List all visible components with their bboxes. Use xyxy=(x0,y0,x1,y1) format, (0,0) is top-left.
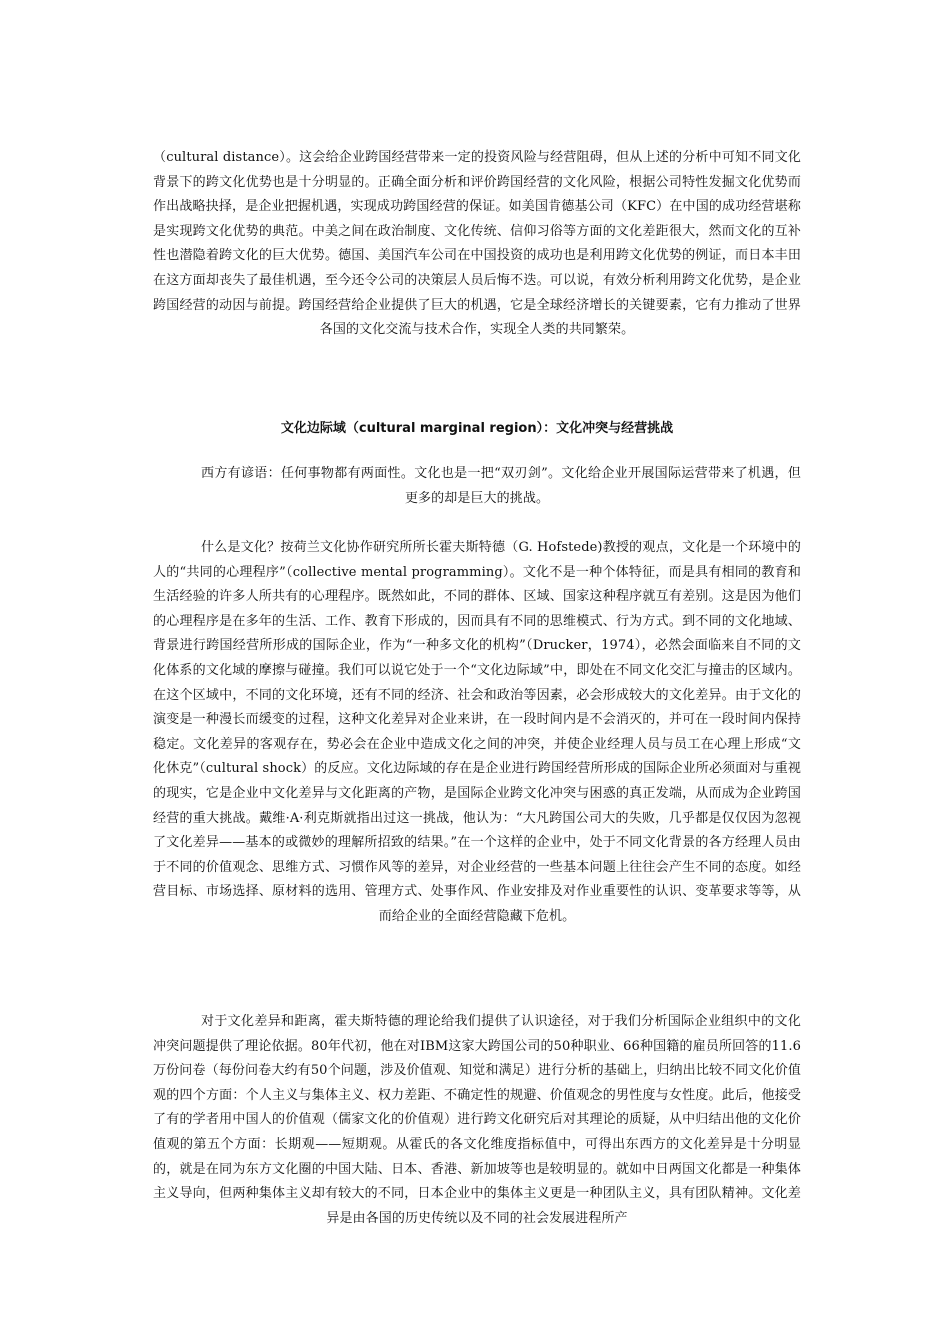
paragraph-what-is-culture: 什么是文化？按荷兰文化协作研究所所长霍夫斯特德（G. Hofstede)教授的观点，文化是一个环境中的人的“共同的心理程序”（collective mental programming）。文化不是一种个体特征，而是具有相同的教育和生活经验的许多人所共有的心理程序。既然如此，不同的群体、区域、国家这种程序就互有差别。这是因为他们的心理程序是在多年的生活、工作、教育下形成的，因而具有不同的思维模式、行为方式。到不同的文化地域、背景进行跨国经营所形成的国际企业，作为“一种多文化的机构”（Drucker，1974），必然会面临来自不同的文化体系的文化域的摩擦与碰撞。我们可以说它处于一个“文化边际域”中，即处在不同文化交汇与撞击的区域内。在这个区域中，不同的文化环境，还有不同的经济、社会和政治等因素，必会形成较大的文化差异。由于文化的演变是一种漫长而缓变的过程，这种文化差异对企业来讲，在一段时间内是不会消灭的，并可在一段时间内保持稳定。文化差异的客观存在，势必会在企业中造成文化之间的冲突，并使企业经理人员与员工在心理上形成“文化休克”（cultural shock）的反应。文化边际域的存在是企业进行跨国经营所形成的国际企业所必须面对与重视的现实，它是企业中文化差异与文化距离的产物，是国际企业跨文化冲突与困惑的真正发端，从而成为企业跨国经营的重大挑战。戴维·A·利克斯就指出过这一挑战，他认为：“大凡跨国公司大的失败，几乎都是仅仅因为忽视了文化差异——基本的或微妙的理解所招致的结果。”在一个这样的企业中，处于不同文化背景的各方经理人员由于不同的价值观念、思维方式、习惯作风等的差异，对企业经营的一些基本问题上往往会产生不同的态度。如经营目标、市场选择、原材料的选用、管理方式、处事作风、作业安排及对作业重要性的认识、变革要求等等，从而给企业的全面经营隐藏下危机。 xyxy=(153,540,801,924)
paragraph-proverb: 西方有谚语：任何事物都有两面性。文化也是一把“双刃剑”。文化给企业开展国际运营带来了机遇，但更多的却是巨大的挑战。 xyxy=(201,466,801,506)
section-heading: 文化边际域（cultural marginal region）：文化冲突与经营挑战 xyxy=(280,421,674,436)
paragraph-cultural-advantage: （cultural distance）。这会给企业跨国经营带来一定的投资风险与经营阻碍，但从上述的分析中可知不同文化背景下的跨文化优势也是十分明显的。正确全面分析和评价跨国经营的文化风险，根据公司特性发掘文化优势而作出战略抉择，是企业把握机遇，实现成功跨国经营的保证。如美国肯德基公司（KFC）在中国的成功经营堪称是实现跨文化优势的典范。中美之间在政治制度、文化传统、信仰习俗等方面的文化差距很大，然而文化的互补性也潜隐着跨文化的巨大优势。德国、美国汽车公司在中国投资的成功也是利用跨文化优势的例证，而日本丰田在这方面却丧失了最佳机遇，至今还令公司的决策层人员后悔不迭。可以说，有效分析利用跨文化优势，是企业跨国经营的动因与前提。跨国经营给企业提供了巨大的机遇，它是全球经济增长的关键要素，它有力推动了世界各国的文化交流与技术合作，实现全人类的共同繁荣。 xyxy=(153,150,801,338)
paragraph-hofstede-theory: 对于文化差异和距离，霍夫斯特德的理论给我们提供了认识途径，对于我们分析国际企业组织中的文化冲突问题提供了理论依据。80年代初，他在对IBM这家大跨国公司的50种职业、66种国籍的雇员所回答的11.6万份问卷（每份问卷大约有50个问题，涉及价值观、知觉和满足）进行分析的基础上，归纳出比较不同文化价值观的四个方面：个人主义与集体主义、权力差距、不确定性的规避、价值观念的男性度与女性度。此后，他接受了有的学者用中国人的价值观（儒家文化的价值观）进行跨文化研究后对其理论的质疑，从中归结出他的文化价值观的第五个方面：长期观——短期观。从霍氏的各文化维度指标值中，可得出东西方的文化差异是十分明显的，就是在同为东方文化圈的中国大陆、日本、香港、新加坡等也是较明显的。就如中日两国文化都是一种集体主义导向，但两种集体主义却有较大的不同，日本企业中的集体主义更是一种团队主义，具有团队精神。文化差异是由各国的历史传统以及不同的社会发展进程所产 xyxy=(153,1014,801,1226)
